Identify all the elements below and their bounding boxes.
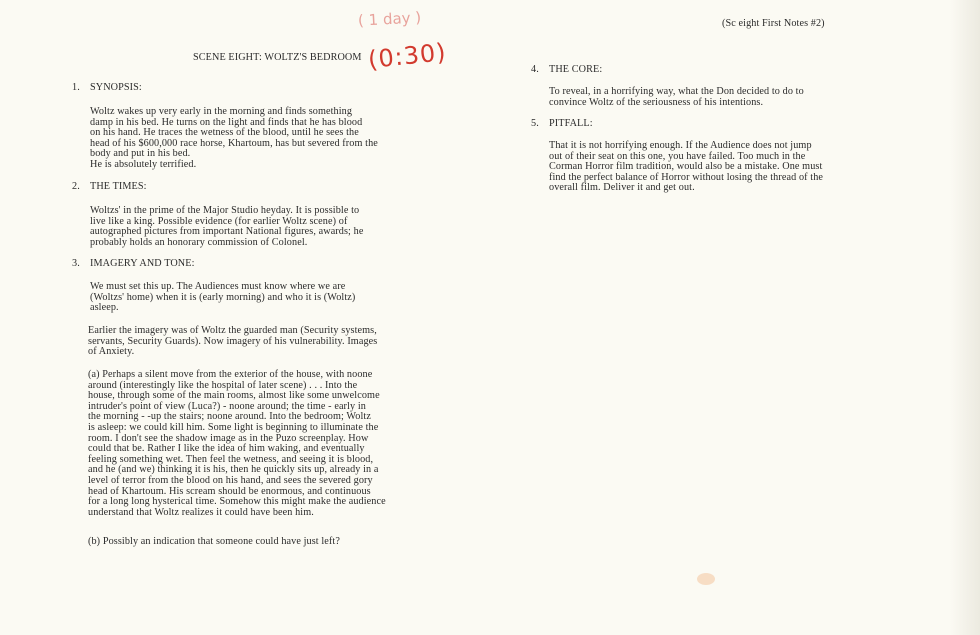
body-line: overall film. Deliver it and get out. [549,182,695,194]
body-line: To reveal, in a horrifying way, what the Don decided to do to [549,86,804,97]
body-line: intruder's point of view (Luca?) - noone around; the time - early in [88,400,366,412]
section-3-number: 3. [72,258,80,269]
section-2-body [90,206,363,248]
section-2-number: 2. [72,181,80,192]
section-1-heading: SYNOPSIS: [90,82,142,93]
body-line: body and put in his bed. [90,148,191,160]
section-3-paragraph-1 [90,282,355,314]
section-5-number: 5. [531,118,539,129]
section-1-body [90,107,378,171]
page-edge-shadow [950,0,980,635]
body-line: Woltzs' in the prime of the Major Studio heyday. It is possible to [90,205,360,216]
body-line: and he (and we) thinking it is his, then he quickly sits up, already in a [88,464,379,476]
body-line: the morning - -up the stairs; noone around. Into the bedroom; Woltz [88,411,371,423]
body-line: level of terror from the blood on his hand, and sees the severed gory [88,474,373,486]
body-line: Corman Horror film tradition, would also be a mistake. One must [549,161,823,173]
section-3-paragraph-2 [88,326,377,358]
section-1-number: 1. [72,82,80,93]
body-line: on his hand. He traces the wetness of the blood, until he sees the [90,127,359,139]
body-line: servants, Security Guards). Now imagery of his vulnerability. Images [88,335,378,347]
section-3-heading: IMAGERY AND TONE: [90,258,195,269]
body-line: Woltz wakes up very early in the morning and finds something [90,106,353,117]
body-line: autographed pictures from important National figures, awards; he [90,226,364,238]
body-line: around (interestingly like the hospital of later scene) . . . Into the [88,379,358,391]
body-line: He is absolutely terrified. [90,158,197,170]
body-line: asleep. [90,302,119,314]
body-line: feeling something wet. Then feel the wetness, and seeing it is blood, [88,453,374,465]
body-line: probably holds an honorary commission of Colonel. [90,236,308,248]
body-line: convince Woltz of the seriousness of his intentions. [549,96,764,108]
body-line: of Anxiety. [88,346,135,358]
body-line: (Woltzs' home) when it is (early morning) and who it is (Woltz) [90,291,356,303]
body-line: We must set this up. The Audiences must know where we are [90,281,346,292]
section-2-heading: THE TIMES: [90,181,147,192]
body-line: room. I don't see the shadow image as in the Puzo screenplay. How [88,432,369,444]
body-line: find the perfect balance of Horror without losing the thread of the [549,171,824,183]
body-line: head of Khartoum. His scream should be enormous, and continuous [88,485,371,497]
section-4-body [549,87,804,108]
section-4-heading: THE CORE: [549,64,603,75]
section-3-paragraph-3 [88,370,386,518]
body-line: That it is not horrifying enough. If the Audience does not jump [549,140,812,151]
body-line: head of his $600,000 race horse, Khartoum, has but severed from the [90,137,378,149]
body-line: damp in his bed. He turns on the light and finds that he has blood [90,116,363,128]
body-line: is asleep: we could kill him. Some light is beginning to illuminate the [88,421,379,433]
handwritten-time: (0:30) [366,37,448,75]
section-3-paragraph-4: (b) Possibly an indication that someone could have just left? [88,536,340,547]
body-line: Earlier the imagery was of Woltz the guarded man (Security systems, [88,325,377,336]
scene-title: SCENE EIGHT: WOLTZ'S BEDROOM [193,52,362,63]
handwritten-duration: ( 1 day ) [357,8,422,30]
section-5-heading: PITFALL: [549,118,593,129]
body-line: live like a king. Possible evidence (for earlier Woltz scene) of [90,215,348,227]
body-line: out of their seat on this one, you have failed. Too much in the [549,150,806,162]
body-line: understand that Woltz realizes it could have been him. [88,506,314,518]
section-5-body [549,141,823,194]
body-line: could that be. Rather I like the idea of him waking, and eventually [88,443,365,455]
body-line: (a) Perhaps a silent move from the exterior of the house, with noone [88,369,373,380]
body-line: for a long long hysterical time. Somehow this might make the audience [88,496,386,508]
body-line: house, through some of the main rooms, almost like some unwelcome [88,390,380,402]
section-4-number: 4. [531,64,539,75]
paper-stain [697,573,715,585]
header-note: (Sc eight First Notes #2) [722,18,825,29]
